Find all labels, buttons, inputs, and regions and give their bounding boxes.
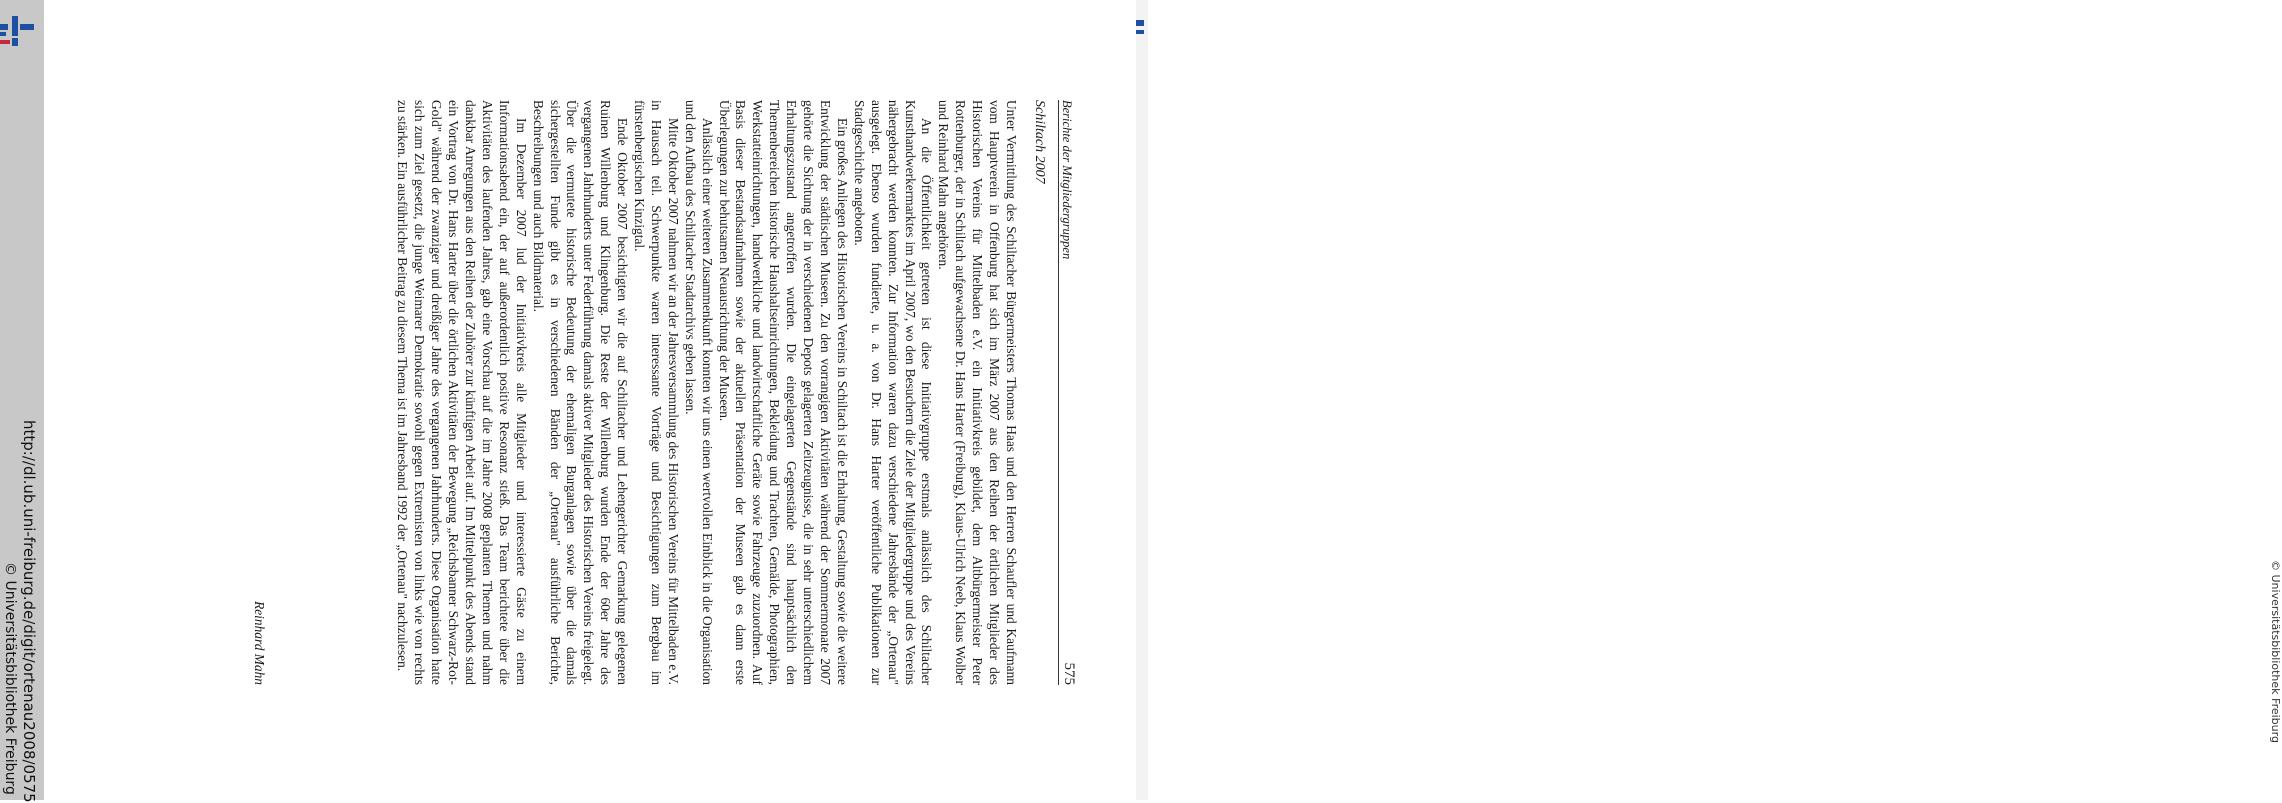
running-head: [1058, 100, 1075, 685]
ub-freiburg-logo-icon[interactable]: [0, 14, 44, 54]
article-body: [393, 100, 1019, 685]
paragraph: Unter Vermittlung des Schiltacher Bürgermeisters Thomas Haas und den Herren Schaufler und Kaufmann vom Hauptverein in Offenburg hat sich im März 2007 aus den Reihen der örtlichen Mitglieder des Historischen Vereins für Mittelbaden e.V. ein Initiativkreis gebildet, dem Altbürgermeister Peter Rottenburger, der in Schiltach aufgewachsene Dr. Hans Harter (Freiburg), Klaus-Ulrich Neeb, Klaus Wolber und Reinhard Mahn angehören.: [936, 100, 1019, 685]
document-url[interactable]: http://dl.ub.uni-freiburg.de/digit/ortenau2008/0575: [20, 420, 38, 803]
copyright-notice: © Universitätsbibliothek Freiburg: [2, 562, 18, 795]
paragraph: Ein großes Anliegen des Historischen Vereins in Schiltach ist die Erhaltung, Gestaltung sowie die weitere Entwicklung der städtischen Museen. Zu den vorrangigen Aktivitäten während der Sommermonate 2007 gehörte die Sichtung der in verschiedenen Depots gelagerten Zeitzeugnisse, die in sehr unterschiedlichem Erhaltungszustand angetroffen wurden. Die eingelagerten Gegenstände sind hauptsächlich den Themenbereichen historische Haushaltseinrichtungen, Bekleidung und Trachten, Gemälde, Photographien, Werkstatteinrichtungen, handwerkliche und landwirtschaftliche Geräte sowie Fahrzeuge zuzuordnen. Auf Basis dieser Bestandsaufnahmen sowie der aktuellen Präsentation der Museen gab es dann erste Überlegungen zur behutsamen Neuausrichtung der Museen.: [716, 100, 850, 685]
section-title: Schiltach 2007: [1032, 100, 1047, 184]
running-head-title: Berichte der Mitgliedergruppen: [1060, 100, 1074, 260]
right-sidebar: [1136, 0, 2282, 800]
scanned-page: [245, 100, 1075, 685]
author-signature: Reinhard Mahn: [252, 601, 267, 685]
paragraph: Mitte Oktober 2007 nahmen wir an der Jahresversammlung des Historischen Vereins für Mittelbaden e.V. in Hausach teil. Schwerpunkte waren interessante Vorträge und Besichtigungen zum Bergbau im fürstenbergischen Kinzigtal.: [632, 100, 681, 685]
paragraph: Ende Oktober 2007 besichtigten wir die auf Schiltacher und Lehengerichter Gemarkung gelegenen Ruinen Willenburg und Klingenburg. Die Reste der Willenburg wurden Ende der 60er Jahre des vergangenen Jahrhunderts unter Federführung damals aktiver Mitglieder des Historischen Vereins freigelegt. Über die vermutete historische Bedeutung der ehemaligen Burganlagen sowie über die damals sichergestellten Funde gibt es in verschiedenen Bänden der „Ortenau" ausführliche Berichte, Beschreibungen und auch Bildmaterial.: [530, 100, 631, 685]
right-copyright-notice: © Universitätsbibliothek Freiburg: [2269, 560, 2282, 743]
left-sidebar: [0, 0, 44, 803]
paragraph: Im Dezember 2007 lud der Initiativkreis alle Mitglieder und interessierte Gäste zu einem Informationsabend ein, der auf außerordentlich positive Resonanz stieß. Das Team berichtete über die Aktivitäten des laufenden Jahres, gab eine Vorschau auf die im Jahre 2008 geplanten Themen und nahm dankbar Anregungen aus den Reihen der Zuhörer zur künftigen Arbeit auf. Im Mittelpunkt des Abends stand ein Vortrag von Dr. Hans Harter über die örtlichen Aktivitäten der Bewegung „Reichsbanner Schwarz-Rot-Gold" während der zwanziger und dreißiger Jahre des vergangenen Jahrhunderts. Diese Organisation hatte sich zum Ziel gesetzt, die junge Weimarer Demokratie sowohl gegen Extremisten von links wie von rechts zu stärken. Ein ausführlicher Beitrag zu diesem Thema ist im Jahresband 1992 der „Ortenau" nachzulesen.: [395, 100, 529, 685]
ub-logo-small-icon: [1136, 20, 1144, 40]
paragraph: Anlässlich einer weiteren Zusammenkunft konnten wir uns einen wertvollen Einblick in die Organisation und den Aufbau des Schiltacher Stadtarchivs geben lassen.: [682, 100, 715, 685]
paragraph: An die Öffentlichkeit getreten ist diese Initiativgruppe erstmals anlässlich des Schiltacher Kunsthandwerkermarktes im April 2007, wo den Besuchern die Ziele der Mitgliedergruppe und des Vereins nähergebracht werden konnten. Zur Information waren dazu verschiedene Jahresbände der „Ortenau" ausgelegt. Ebenso wurden fundierte, u. a. von Dr. Hans Harter veröffentliche Publikationen zur Stadtgeschichte angeboten.: [851, 100, 935, 685]
page-number: 575: [1061, 662, 1077, 685]
